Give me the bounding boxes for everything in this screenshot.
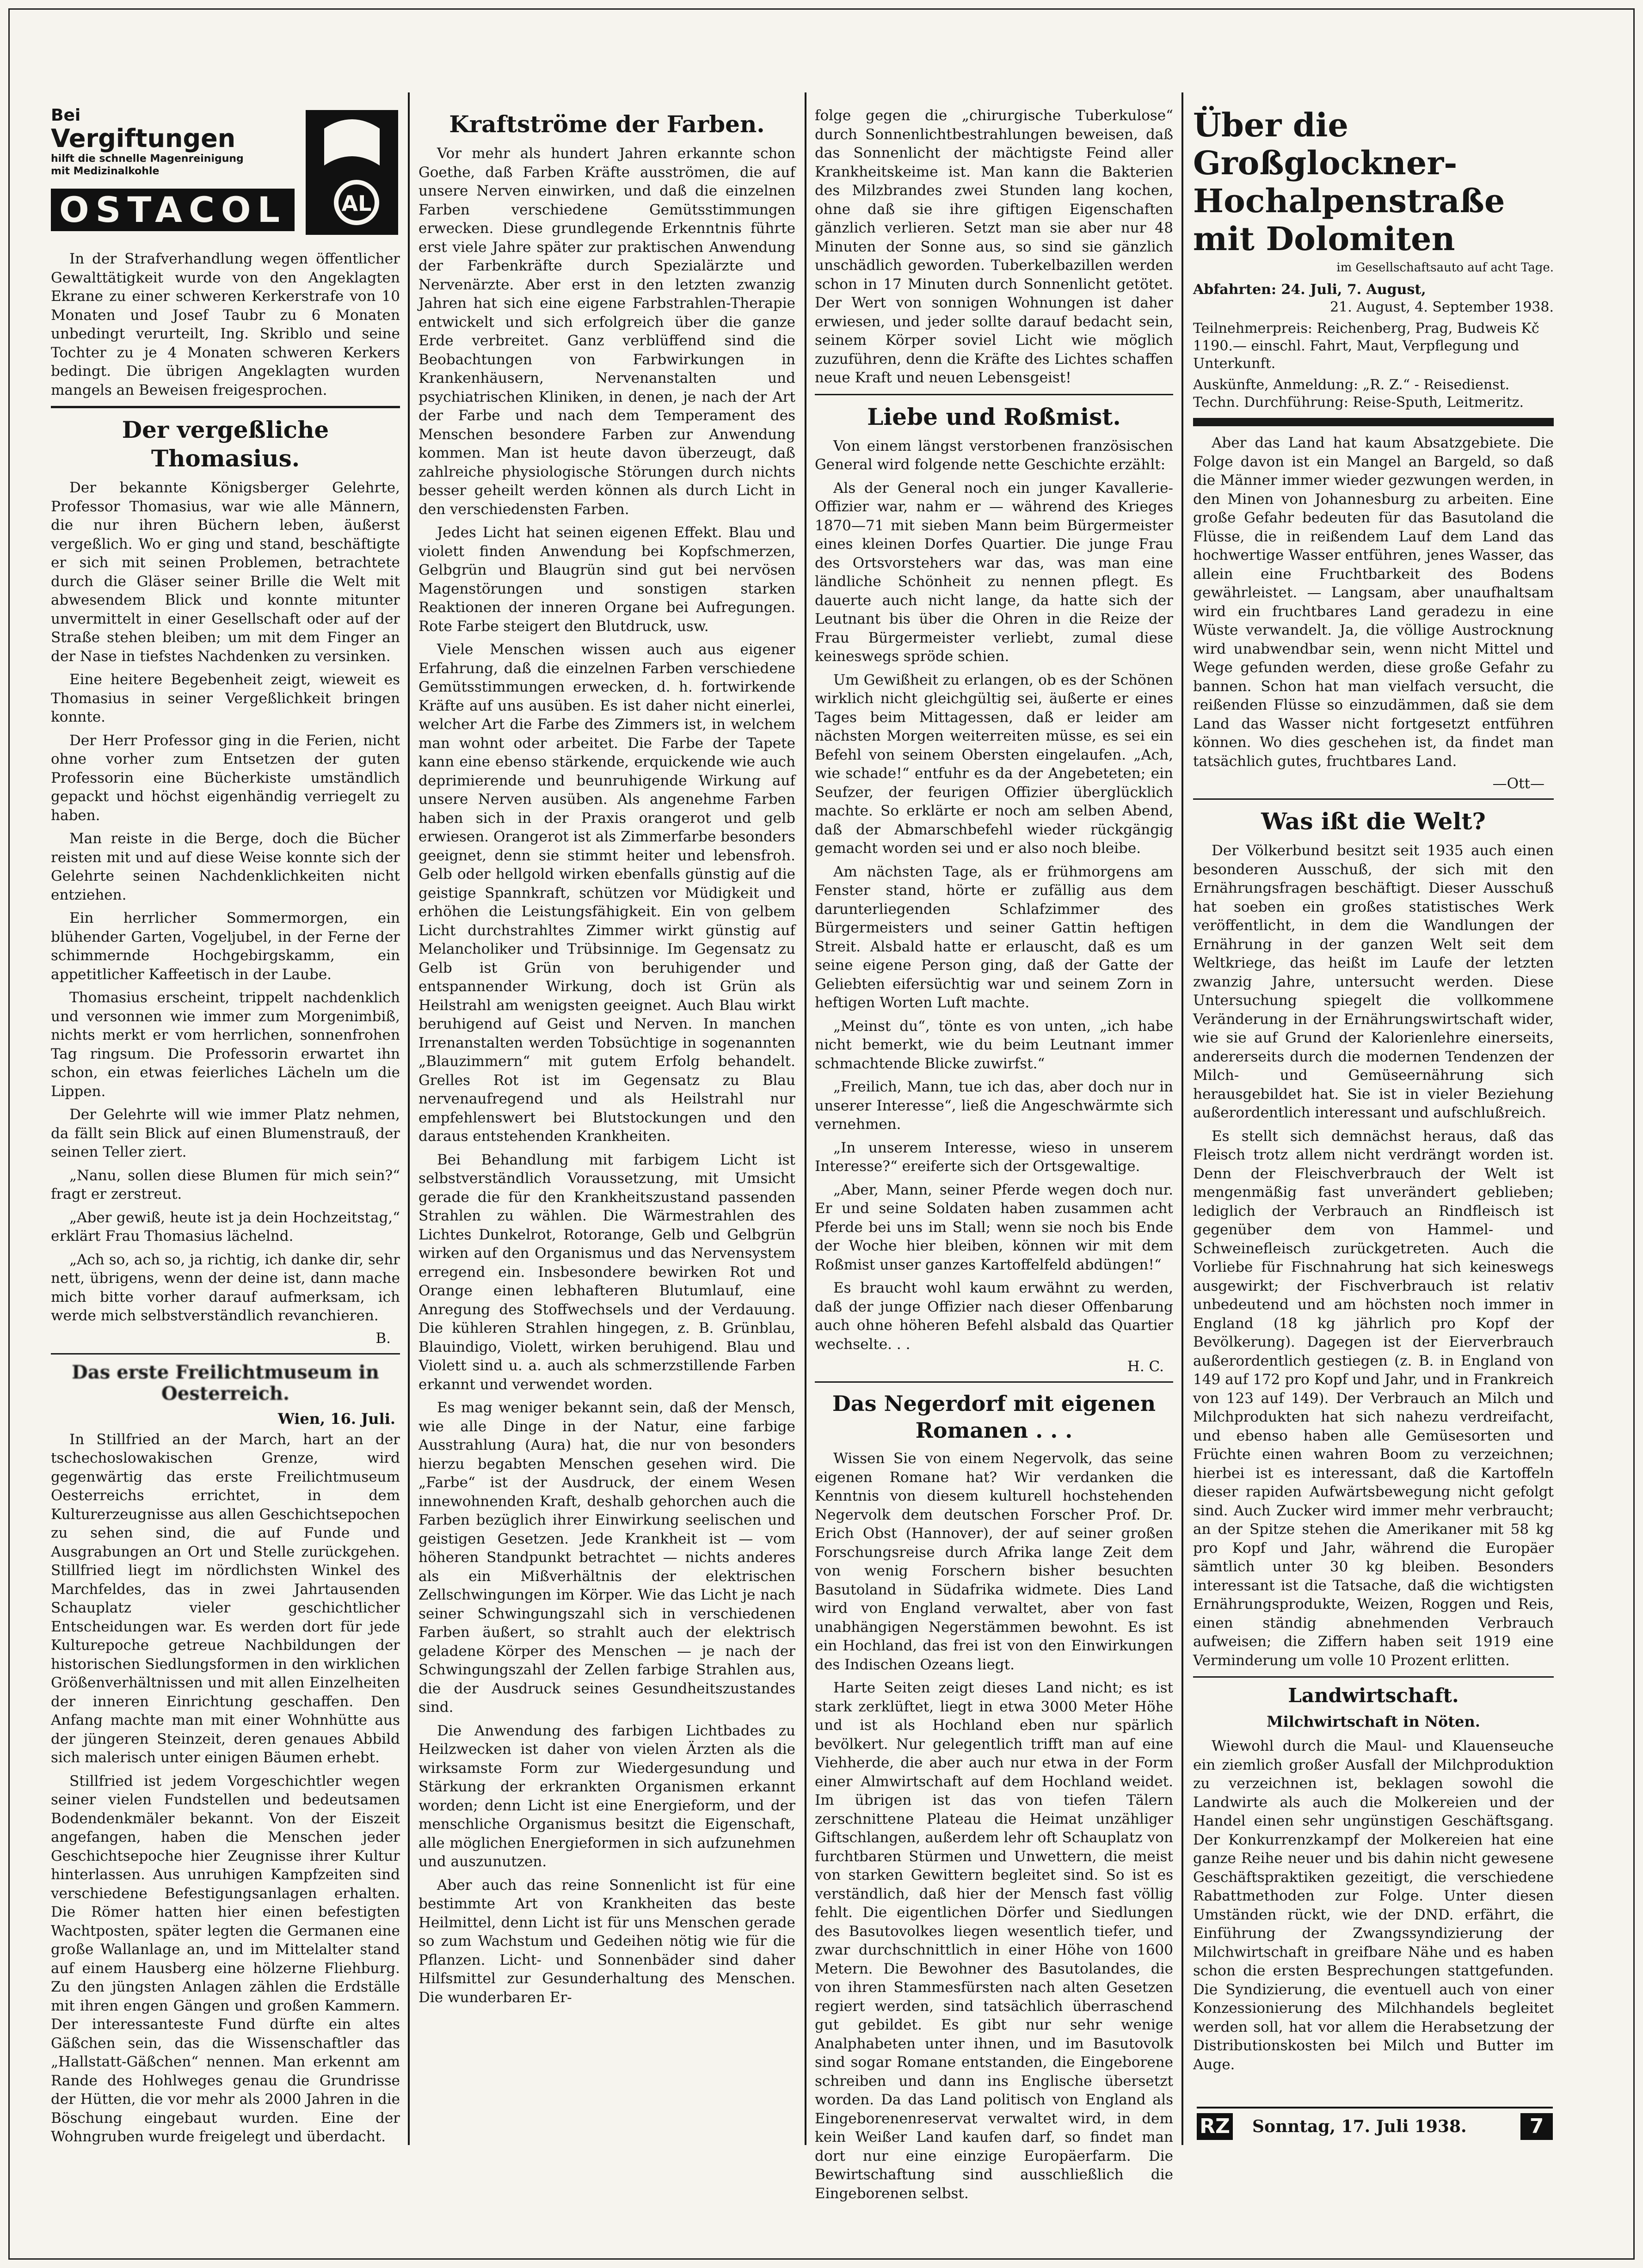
love-paragraph: „Meinst du“, tönte es von unten, „ich habe nicht bemerkt, wie du beim Leutnant immer schmachtende Blicke zuwirfst.“ [815, 1018, 1173, 1072]
ad-emblem-icon [306, 110, 398, 235]
love-paragraph: Am nächsten Tage, als er frühmorgens am Fenster stand, hörte er zufällig aus dem darunterliegenden Schlafzimmer des Bürgermeisters und seiner Gattin heftigen Streit. Alsbald hatte er erlauscht, daß es um seine eigene Person ging, daß der Gatte der Geliebten eifersüchtig war und seinem Zorn in heftigen Worten Luft machte. [815, 863, 1173, 1011]
museum-dateline: Wien, 16. Juli. [277, 1410, 395, 1428]
agriculture-subtitle: Milchwirtschaft in Nöten. [1267, 1713, 1480, 1730]
basutoland-paragraph: Aber das Land hat kaum Absatzgebiete. Die Folge davon ist ein Mangel an Bargeld, so daß die Männer immer wieder gezwungen werden, in den Minen von Johannesburg zu arbeiten. Eine große Gefahr bedeuten für das Basutoland die Flüsse, die in reißendem Lauf dem Land das hochwertige Wasser entführen, jenes Wasser, das allein eine Fruchtbarkeit des Bodens gewährleistet. — Langsam, aber unaufhaltsam wird ein fruchtbares Land geradezu in eine Wüste verwandelt. Ja, die völlige Austrocknung wird unabwendbar sein, wenn nicht Mittel und Wege gefunden werden, diese große Gefahr zu bannen. Schon hat man vielfach versucht, die reißenden Flüsse so einzudämmen, daß sie dem Land das Wasser nicht fortgesetzt entführen können. Wo dies geschehen ist, da findet man tatsächlich gutes, fruchtbares Land. [1193, 435, 1554, 770]
column-rule [1181, 92, 1183, 2145]
ad-brand: OSTACOL [51, 189, 295, 231]
ad-line-2: Vergiftungen [51, 124, 236, 153]
museum-title: Das erste Freilichtmuseum in Oesterreich. [72, 1361, 379, 1404]
thomasius-paragraph: „Nanu, sollen diese Blumen für mich sein?“ fragt er zerstreut. [51, 1167, 400, 1202]
colors-title: Kraftströme der Farben. [449, 110, 765, 138]
thomasius-paragraph: Ein herrlicher Sommermorgen, ein blühender Garten, Vogeljubel, in der Ferne der schimmernde Hochgebirgskamm, ein appetitlicher Kaffeetisch in der Laube. [51, 910, 400, 983]
thomasius-paragraph: Der Herr Professor ging in die Ferien, nicht ohne vorher zum Entsetzen der guten Professorin eine Bücherkiste umständlich gepackt und höchst eigenhändig verriegelt zu haben. [51, 732, 400, 824]
colors-paragraph: Viele Menschen wissen auch aus eigener Erfahrung, daß die einzelnen Farben verschiedene Gemütsstimmungen erwecken, d. h. fortwirkende Kräfte auf uns ausüben. Es ist daher nicht einerlei, welcher Art die Farbe des Zimmers ist, in welchem man wohnt oder arbeitet. Die Farbe der Tapete kann eine ebenso stärkende, erquickende wie auch deprimierende und beunruhigende Wirkung auf unsere Nerven ausüben. Als angenehme Farben haben sich in der Praxis orangerot und gelb erwiesen. Orangerot ist als Zimmerfarbe besonders geeignet, denn sie stimmt heiter und lebensfroh. Gelb oder hellgold wirken ebenfalls günstig auf die geistige Spannkraft, schützen vor Müdigkeit und erhöhen die Leistungsfähigkeit. Ein von gelbem Licht durchstrahltes Zimmer wirkt günstig auf Melancholiker und Trübsinnige. Im Gegensatz zu Gelb ist Grün von beruhigender und entspannender Wirkung, doch ist Grün als Heilstrahl am wenigsten geeignet. Auch Blau wirkt beruhigend auf Geist und Nerven. In manchen Irrenanstalten werden Tobsüchtige in sogenannten „Blauzimmern“ mit gutem Erfolg behandelt. Grelles Rot ist im Gegensatz zu Blau nervenaufregend und als Heilstrahl nur empfehlenswert bei Blutstockungen und den daraus entstehenden Krankheiten. [418, 641, 795, 1145]
section-divider [51, 1353, 400, 1355]
tour-price: Teilnehmerpreis: Reichenberg, Prag, Budweis Kč 1190.— einschl. Fahrt, Maut, Verpflegung und Unterkunft. [1193, 320, 1539, 372]
thomasius-title: Der vergeßliche Thomasius. [122, 416, 329, 472]
thomasius-paragraph: „Ach so, ach so, ja richtig, ich danke dir, sehr nett, übrigens, wenn der deine ist, dann mache mich bitte vorher darauf aufmerksam, ich werde mich selbstverständlich revanchieren. [51, 1251, 400, 1324]
tour-title: Über die Großglockner-Hochalpenstraße mit Dolomiten [1193, 106, 1505, 258]
section-divider [1193, 418, 1554, 426]
love-paragraph: „Aber, Mann, seiner Pferde wegen doch nur. Er und seine Soldaten haben zusammen acht Pferde bei uns im Stall; wenn sie noch bis Ende der Woche hier bleiben, können wir mit dem Roßmist unser ganzes Kartoffelfeld abdüngen!“ [815, 1181, 1173, 1273]
section-divider [815, 1381, 1173, 1383]
love-title: Liebe und Roßmist. [867, 403, 1121, 430]
love-paragraph: Um Gewißheit zu erlangen, ob es der Schönen wirklich nicht gleichgültig sei, äußerte er eines Tages beim Mittagessen, daß er leider am nächsten Morgen weiterreiten müsse, es sei ein Befehl von seinem Obersten eingelaufen. „Ach, wie schade!“ entfuhr es da der Angebeteten; ein Seufzer, der feurigen Offizier überglücklich machte. So erklärte er noch am selben Abend, daß der Abmarschbefehl wieder rückgängig gemacht worden sei und er also noch bleibe. [815, 671, 1173, 857]
colors-paragraph: Die Anwendung des farbigen Lichtbades zu Heilzwecken ist daher von vielen Ärzten als die wirksamste Form zur Wiedergesundung und Stärkung der erkrankten Organismen erkannt worden; denn Licht ist eine Energieform, und der menschliche Organismus besitzt die Eigenschaft, alle möglichen Energieformen in sich aufzunehmen und auszunutzen. [418, 1722, 795, 1870]
world-food-title: Was ißt die Welt? [1261, 808, 1486, 835]
ad-line-3: hilft die schnelle Magenreinigung mit Medizinalkohle [51, 153, 244, 177]
love-paragraph: „In unserem Interesse, wieso in unserem Interesse?“ ereiferte sich der Ortsgewaltige. [815, 1139, 1173, 1175]
negro-village-paragraph: Harte Seiten zeigt dieses Land nicht; es ist stark zerklüftet, liegt in etwa 3000 Meter Höhe und ist als Hochland eben nur spärlich bevölkert. Nur gelegentlich trifft man auf eine Viehherde, die aber auch nur etwa in der Form einer Almwirtschaft auf dem Hochland weidet. Im übrigen ist das von tiefen Tälern zerschnittene Plateau die Heimat unzähliger Giftschlangen, außerdem lehr oft Schauplatz von furchtbaren Stürmen und Unwettern, die meist von starken Gewittern begleitet sind. So ist es verständlich, daß hier der Mensch fast völlig fehlt. Die eigentlichen Dörfer und Siedlungen des Basutovolkes liegen wesentlich tiefer, und zwar durchschnittlich in einer Höhe von 1600 Metern. Die Bewohner des Basutolandes, die von ihren Stammesfürsten nach alten Gesetzen regiert werden, sind tatsächlich überraschend gut gebildet. Es gibt nur sehr wenige Analphabeten unter ihnen, und im Basutovolk sind sogar Romane entstanden, die Eingeborene schreiben und dann ins Englische übersetzt worden. Da das Land politisch von England als Eingeborenenreservat verwaltet wird, in dem kein Weißer Land kaufen darf, so findet man dort nur eine einzige Europäerfarm. Die Bewirtschaftung sind ausschließlich die Eingeborenen selbst. [815, 1680, 1173, 2202]
ostacol-advertisement [51, 106, 400, 240]
thomasius-signature: B. [375, 1330, 391, 1347]
column-1 [51, 106, 400, 2150]
thomasius-paragraph: Der Gelehrte will wie immer Platz nehmen, da fällt sein Blick auf einen Blumenstrauß, der seinen Teller ziert. [51, 1106, 400, 1160]
column-rule [408, 92, 410, 2145]
section-divider [51, 406, 400, 408]
section-divider [815, 394, 1173, 395]
love-paragraph: Es braucht wohl kaum erwähnt zu werden, daß der junge Offizier nach dieser Offenbarung auch ohne höheren Befehl alsbald das Quartier wechselte. . . [815, 1280, 1173, 1353]
love-paragraph: Von einem längst verstorbenen französischen General wird folgende nette Geschichte erzählt: [815, 437, 1173, 473]
column-rule [805, 92, 806, 2145]
tour-dates: 21. August, 4. September 1938. [1330, 299, 1554, 315]
column-3 [815, 106, 1173, 2202]
agriculture-title: Landwirtschaft. [1288, 1684, 1459, 1707]
section-divider [1193, 1676, 1554, 1678]
tour-dates: Abfahrten: 24. Juli, 7. August, [1193, 282, 1426, 298]
thomasius-paragraph: Der bekannte Königsberger Gelehrte, Professor Thomasius, war wie alle Männern, die nur ihren Büchern leben, äußerst vergeßlich. Wo er ging und stand, beschäftigte er sich mit seinen Problemen, betrachtete durch die Gläser seiner Brille die Welt mit abwesendem Blick und konnte mitunter unvermittelt in einer Gesellschaft oder auf der Straße stehen bleiben; um mit dem Finger an der Nase in tiefstes Nachdenken zu versinken. [51, 479, 400, 665]
museum-paragraph: In Stillfried an der March, hart an der tschechoslowakischen Grenze, wird gegenwärtig das erste Freilichtmuseum Oesterreichs errichtet, in dem Kulturerzeugnisse aus allen Geschichtsepochen zu sehen sind, die auf Funde und Ausgrabungen an Ort und Stelle zurückgehen. Stillfried liegt im nördlichsten Winkel des Marchfeldes, das in zwei Jahrtausenden Schauplatz vieler geschichtlicher Entscheidungen war. Es werden dort für jede Kulturepoche getreue Nachbildungen der historischen Siedlungsformen in den wirklichen Größenverhältnissen und mit allen Einzelheiten der inneren Einrichtung geschaffen. Den Anfang machte man mit einer Wohnhütte aus der jüngeren Steinzeit, deren genaues Abbild sich malerisch unter einigen Bäumen erhebt. [51, 1431, 400, 1766]
tour-subtitle: im Gesellschaftsauto auf acht Tage. [1336, 261, 1554, 275]
love-paragraph: Als der General noch ein junger Kavallerie-Offizier war, nahm er — während des Krieges 1870—71 mit sieben Mann beim Bürgermeister eines kleinen Dorfes Quartier. Die junge Frau des Ortsvorstehers war das, was man eine ländliche Schönheit zu nennen pflegt. Es dauerte auch nicht lange, da hatte sich der Leutnant bis über die Ohren in die Reize der Frau Bürgermeister verliebt, zumal diese keineswegs spröde schien. [815, 479, 1173, 665]
negro-village-paragraph: Wissen Sie von einem Negervolk, das seine eigenen Romane hat? Wir verdanken die Kenntnis von diesem kulturell hochstehenden Negervolk dem deutschen Forscher Prof. Dr. Erich Obst (Hannover), der auf seiner großen Forschungsreise durch Afrika lange Zeit dem von wenig Forschern bisher besuchten Basutoland in Südafrika widmete. Dies Land wird von England verwaltet, aber von fast unabhängigen Negerstämmen bewohnt. Es ist ein Hochland, das frei ist von den Einwirkungen des Indischen Ozeans liegt. [815, 1450, 1173, 1673]
colors-paragraph: Bei Behandlung mit farbigem Licht ist selbstverständlich Voraussetzung, mit Umsicht gerade die für den Krankheitszustand passenden Strahlen zu wählen. Die Wärmestrahlen des Lichtes Dunkelrot, Rotorange, Gelb und Gelbgrün wirken auf den Organismus und das Nervensystem erregend ein. Insbesondere bewirken Rot und Orange einen lebhafteren Blutumlauf, eine Anregung des Stoffwechsels und der Verdauung. Die kühleren Strahlen hingegen, z. B. Grünblau, Blauindigo, Violett, wirken beruhigend. Blau und Violett sind u. a. auch als schmerzstillende Farben erkannt und verwendet worden. [418, 1151, 795, 1393]
world-food-paragraph: Der Völkerbund besitzt seit 1935 auch einen besonderen Ausschuß, der sich mit den Ernährungsfragen beschäftigt. Dieser Ausschuß hat soeben ein großes statistisches Werk veröffentlicht, in dem die Wandlungen der Ernährung in der ganzen Welt seit dem Weltkriege, das heißt im Laufe der letzten zwanzig Jahre, untersucht werden. Diese Untersuchung spiegelt die vollkommene Veränderung in der Ernährungswirtschaft wider, wie sie auf Grund der Kalorienlehre einerseits, andererseits durch die modernen Tendenzen der Milch- und Gemüseernährung sich herausgebildet hat. Sie ist in vieler Beziehung außerordentlich interessant und aufschlußreich. [1193, 842, 1554, 1121]
negro-village-title: Das Negerdorf mit eigenen Romanen . . . [832, 1391, 1156, 1443]
basutoland-signature: —Ott— [1492, 775, 1545, 792]
ad-line-1: Bei [51, 106, 81, 125]
colors-paragraph: Jedes Licht hat seinen eigenen Effekt. Blau und violett finden Anwendung bei Kopfschmerzen, Gelbgrün und Blaugrün sind gut bei nervösen Magenstörungen und sonstigen starken Reaktionen der inneren Organe bei Aufregungen. Rote Farbe steigert den Blutdruck, usw. [418, 524, 795, 635]
section-divider [1193, 798, 1554, 800]
agriculture-paragraph: Wiewohl durch die Maul- und Klauenseuche ein ziemlich großer Ausfall der Milchproduktion zu verzeichnen ist, beklagen sowohl die Landwirte als auch die Molkereien und der Handel einen sehr ungünstigen Geschäftsgang. Der Konkurrenzkampf der Molkereien hat eine ganze Reihe neuer und bis dahin nicht gewesene Geschäftspraktiken gezeitigt, die verschiedene Rabattmethoden zur Folge. Unter diesen Umständen rückt, wie der DND. erfährt, die Einführung der Zwangssyndizierung der Milchwirtschaft in greifbare Nähe und es haben schon die ersten Besprechungen stattgefunden. Die Syndizierung, die eventuell auch von einer Konzessionierung des Milchhandels begleitet werden soll, hat vor allem die Herabsetzung der Distributionskosten bei Milch und Butter im Auge. [1193, 1738, 1554, 2073]
ad-emblem-text: AL [341, 191, 372, 216]
colors-paragraph: Vor mehr als hundert Jahren erkannte schon Goethe, daß Farben Kräfte ausströmen, die auf unsere Nerven einwirken, und daß die einzelnen Farben verschiedene Gemütsstimmungen erwecken. Diese grundlegende Erkenntnis führte erst viele Jahre später zur praktischen Anwendung der Farbenkräfte durch Spezialärzte und Nervenärzte. Aber erst in den letzten zwanzig Jahren hat sich eine eigene Farbstrahlen-Therapie entwickelt und sich erfolgreich über die ganze Erde verbreitet. Ganz verblüffend sind die Beobachtungen von Farbwirkungen in Krankenhäusern, Nervenanstalten und psychiatrischen Kliniken, in denen, je nach der Art der Farbe und nach dem Temperament des Menschen besondere Farben zur Anwendung kommen. Man ist heute davon überzeugt, daß zahlreiche physiologische Störungen durch nichts besser geheilt werden können als durch Licht in den verschiedensten Farben. [418, 145, 795, 518]
thomasius-paragraph: „Aber gewiß, heute ist ja dein Hochzeitstag,“ erklärt Frau Thomasius lächelnd. [51, 1209, 400, 1244]
footer-date: Sonntag, 17. Juli 1938. [1252, 2117, 1467, 2136]
love-signature: H. C. [1127, 1358, 1164, 1375]
thomasius-paragraph: Man reiste in die Berge, doch die Bücher reisten mit und auf diese Weise konnte sich der Gelehrte seinen Nachdenklichkeiten nicht entziehen. [51, 830, 400, 903]
page-footer [1197, 2107, 1553, 2144]
love-paragraph: „Freilich, Mann, tue ich das, aber doch nur in unserer Interesse“, ließ die Angeschwärmte sich vernehmen. [815, 1079, 1173, 1133]
colors-continuation: folge gegen die „chirurgische Tuberkulose“ durch Sonnenlichtbestrahlungen beweisen, daß das Sonnenlicht der mächtigste Feind aller Krankheitskeime ist. Man kann die Bakterien des Milzbrandes zwei Stunden lang kochen, ohne daß sie ihre giftigen Eigenschaften gänzlich verlieren. Setzt man sie aber nur 48 Minuten der Sonne aus, so sind sie gänzlich unschädlich geworden. Tuberkelbazillen werden schon in 17 Minuten durch Sonnenlicht getötet. Der Wert von sonnigen Wohnungen ist daher erwiesen, und jeder sollte darauf bedacht sein, seinem Körper soviel Licht wie möglich zuzuführen, denn die Kräfte des Lichtes schaffen neue Kraft und neuen Lebensgeist! [815, 107, 1173, 386]
colors-paragraph: Aber auch das reine Sonnenlicht ist für eine bestimmte Art von Krankheiten das beste Heilmittel, denn Licht ist für uns Menschen gerade so zum Wachstum und Gedeihen nötig wie für die Pflanzen. Licht- und Sonnenbäder sind daher Hilfsmittel zur Gesunderhaltung des Menschen. Die wunderbaren Er- [418, 1876, 795, 2006]
thomasius-paragraph: Thomasius erscheint, trippelt nachdenklich und versonnen wie immer zum Morgenimbiß, nichts merkt er vom herrlichen, sonnenfrohen Tag ringsum. Die Professorin erwartet ihn schon, ein etwas feierliches Lächeln um die Lippen. [51, 989, 400, 1100]
thomasius-paragraph: Eine heitere Begebenheit zeigt, wieweit es Thomasius in seiner Vergeßlichkeit bringen konnte. [51, 671, 400, 725]
court-report: In der Strafverhandlung wegen öffentlicher Gewalttätigkeit wurde von den Angeklagten Ekrane zu einer schweren Kerkerstrafe von 10 Monaten und Josef Taubr zu 6 Monaten unbedingt verurteilt, Ing. Skriblo und seine Tochter zu je 4 Monaten schweren Kerkers bedingt. Die übrigen Angeklagten wurden mangels an Beweisen freigesprochen. [51, 251, 400, 398]
column-4 [1193, 92, 1554, 2099]
newspaper-logo: RZ [1197, 2113, 1233, 2140]
museum-paragraph: Stillfried ist jedem Vorgeschichtler wegen seiner vielen Fundstellen und bedeutsamen Bodendenkmäler bekannt. Von der Eiszeit angefangen, haben die Menschen jeder Geschichtsepoche hier Zeugnisse ihrer Kultur hinterlassen. Aus unruhigen Kampfzeiten sind verschiedene Befestigungsanlagen erhalten. Die Römer hatten hier einen befestigten Wachtposten, später legten die Germanen eine große Wallanlage an, und im Mittelalter stand auf einem Hausberg eine hölzerne Fliehburg. Zu den jüngsten Anlagen zählen die Erdställe mit ihren engen Gängen und großen Kammern. Der interessanteste Fund dürfte ein altes Gäßchen sein, das die Wissenschaftler das „Hallstatt-Gäßchen“ nennen. Man erkennt am Rande des Hohlweges genau die Grundrisse der Hütten, die vor mehr als 2000 Jahren in die Böschung eingebaut wurden. Eine der Wohngruben wurde freigelegt und überdacht. [51, 1772, 400, 2145]
tour-contact: Auskünfte, Anmeldung: „R. Z.“ - Reisedienst. Techn. Durchführung: Reise-Sputh, Leitmeritz. [1193, 377, 1524, 411]
column-2 [418, 106, 795, 2150]
colors-paragraph: Es mag weniger bekannt sein, daß der Mensch, wie alle Dinge in der Natur, eine farbige Ausstrahlung (Aura) hat, die nur von besonders hierzu begabten Menschen gesehen wird. Die „Farbe“ ist der Ausdruck, der einem Wesen innewohnenden Kraft, deshalb gehorchen auch die Farben bezüglich ihrer Einwirkung seelischen und geistigen Gesetzen. Jede Krankheit ist — vom höheren Standpunkt betrachtet — nichts anderes als ein Mißverhältnis der elektrischen Zellschwingungen im Körper. Wie das Licht je nach seiner Schwingungszahl sich in verschiedenen Farben äußert, so strahlt auch der elektrisch geladene Körper des Menschen — je nach der Schwingungszahl der Zellen farbige Strahlen aus, die der Ausdruck seines Gesundheitszustandes sind. [418, 1399, 795, 1716]
world-food-paragraph: Es stellt sich demnächst heraus, daß das Fleisch trotz allem nicht verdrängt worden ist. Denn der Fleischverbrauch der Welt ist mengenmäßig fast unverändert geblieben; lediglich der Verbrauch an Rindfleisch ist gegenüber dem von Hammel- und Schweinefleisch zurückgetreten. Auch die Vorliebe für Fischnahrung hat sich keineswegs ausgewirkt; der Fischverbrauch ist relativ unbedeutend und am höchsten noch immer in England (18 kg jährlich pro Kopf der Bevölkerung). Dagegen ist der Eierverbrauch außerordentlich gestiegen (z. B. in England von 149 auf 172 pro Kopf und Jahr, und in Frankreich von 123 auf 149). Der Verbrauch an Milch und Milchprodukten hat sich nahezu verdreifacht, und ebenso haben alle Gemüsesorten und Früchte einen wahren Boom zu verzeichnen; hierbei ist es interessant, daß die Kartoffeln dieser rapiden Aufwärtsbewegung nicht gefolgt sind. Auch Zucker wird immer mehr verbraucht; an der Spitze stehen die Amerikaner mit 58 kg pro Kopf und Jahr, während die Europäer sämtlich unter 30 kg bleiben. Besonders interessant ist die Tatsache, daß die wichtigsten Ernährungsprodukte, Weizen, Roggen und Reis, einen ständig abnehmenden Verbrauch aufweisen; die Ziffern haben seit 1919 eine Verminderung um volle 10 Prozent erlitten. [1193, 1128, 1554, 1669]
page-number: 7 [1520, 2113, 1553, 2140]
